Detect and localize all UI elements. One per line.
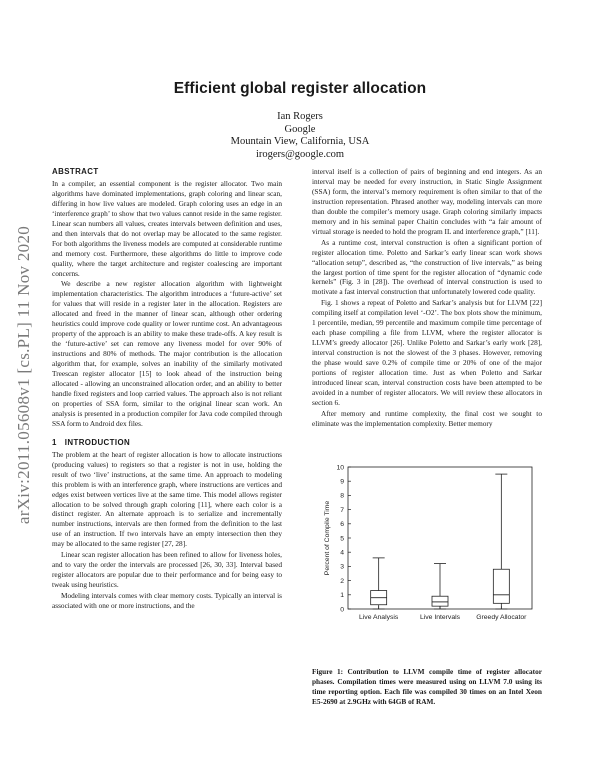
- abstract-paragraph-1: In a compiler, an essential component is the register allocator. Two main algorithms have dominated implementations, graph coloring and linear scan, differing in how live values are modeled. Graph coloring uses an edge in an ‘interference graph’ to show that two values cannot reside in the same register. Linear scan numbers all values, creates intervals between definition and uses, and then intervals that do not overlap may be allocated to the same register. For both algorithms the liveness models are computed at considerable runtime and memory cost. Furthermore, these algorithms do little to improve code quality, where the target architecture and register coalescing are important concerns.: [52, 178, 282, 278]
- figure-caption: Figure 1: Contribution to LLVM compile time of register allocator phases. Compilation times were measured using on LLVM 7.0 using its time reporting option. Each file was compiled 30 times on an Intel Xeon E5-2690 at 2.9GHz with 64GB of RAM.: [312, 667, 542, 706]
- y-tick-label: 4: [340, 549, 344, 557]
- y-tick-label: 3: [340, 563, 344, 571]
- x-tick-label: Live Analysis: [359, 614, 399, 621]
- author-email: irogers@google.com: [255, 148, 345, 160]
- author-address: Mountain View, California, USA: [230, 136, 370, 147]
- section-title: INTRODUCTION: [64, 437, 131, 447]
- x-tick-label: Live Intervals: [419, 614, 461, 621]
- y-tick-label: 0: [340, 606, 344, 614]
- right-column: [312, 167, 542, 429]
- author-block: [0, 111, 600, 161]
- y-tick-label: 9: [340, 478, 344, 486]
- paper-title: Efficient global register allocation: [173, 80, 427, 97]
- author-affiliation: Google: [284, 123, 316, 135]
- box: [493, 569, 509, 603]
- y-tick-label: 7: [340, 506, 344, 514]
- body-paragraph-3: Fig. 1 shows a repeat of Poletto and Sarkar’s analysis but for LLVM [22] compiling itself at compilation level ‘-O2’. The box plots show the minimum, 1 percentile, median, 99 percentile and maximum compile time percentage of each phase compiling a file from LLVM, where the register allocator is LLVM’s greedy allocator [26]. Unlike Poletto and Sarkar’s early work [28], interval construction is not the slowest of the 3 phases. However, removing the phase would save 0.2% of compile time or 20% of one of the major portions of register allocation time. Just as when Poletto and Sarkar introduced linear scan, interval construction costs have been attempted to be avoided in a number of register allocators. We will review these allocators in section 6.: [312, 298, 542, 407]
- arxiv-stamp: [14, 175, 34, 575]
- body-paragraph-4: After memory and runtime complexity, the final cost we sought to eliminate was the implementation complexity. Better memory: [312, 408, 542, 428]
- intro-paragraph-2: Linear scan register allocation has been refined to allow for liveness holes, and to vary the order the intervals are processed [26, 30, 33]. Interval based register allocators are popular due to their performance and for being easy to tweak using heuristics.: [52, 550, 282, 590]
- y-tick-label: 8: [340, 492, 344, 500]
- left-column: [52, 167, 282, 611]
- y-tick-label: 1: [340, 592, 344, 600]
- abstract-paragraph-2: We describe a new register allocation algorithm with lightweight implementation characteristics. The algorithm introduces a ‘future-active’ set for values that will reside in a register later in the allocation. Registers are allocated and freed in the manner of linear scan, although other ordering heuristics could improve code quality or lower runtime cost. An advantageous property of the approach is an ability to make these trade-offs. A key result is the ‘future-active’ set can remove any liveness model for over 90% of instructions and 80% of methods. The major contribution is the allocation algorithm that, for example, solves an inability of the similarly motivated Treescan register allocator [15] to look ahead of the instruction being allocated - allowing an unconstrained allocation order, and an ability to better handle fixed registers and loop carried values. The approach also is not reliant on properties of SSA form, similar to the original linear scan work. An analysis is presented in a production compiler for Java code compiled through SSA form to Android dex files.: [52, 279, 282, 428]
- intro-paragraph-3: Modeling intervals comes with clear memory costs. Typically an interval is associated with one or more instructions, and the: [52, 591, 282, 611]
- y-tick-label: 10: [336, 464, 344, 472]
- section-number: 1: [52, 437, 57, 447]
- y-tick-label: 6: [340, 521, 344, 529]
- body-paragraph-1: interval itself is a collection of pairs of beginning and end integers. As an interval may be needed for every instruction, in Static Single Assignment (SSA) form, the interval’s memory requirement is often similar to that of the instruction representation. Phrased another way, modeling intervals can more than double the compiler’s memory usage. Graph coloring similarly impacts memory and in his seminal paper Chaitin concludes with “a fair amount of virtual storage is needed to hold the program IL and interference graph,” [11].: [312, 167, 542, 236]
- y-axis-label: Percent of Compile Time: [324, 500, 331, 576]
- y-tick-label: 5: [340, 535, 344, 543]
- author-name: Ian Rogers: [277, 111, 323, 122]
- x-tick-label: Greedy Allocator: [476, 614, 527, 621]
- box-plot-chart: [312, 462, 542, 667]
- y-tick-label: 2: [340, 577, 344, 585]
- intro-paragraph-1: The problem at the heart of register allocation is how to allocate instructions (producing values) to registers so that a register is not in use, holding the result of two ‘live’ instructions, at the same time. An approach to modeling this problem is with an interference graph, where instructions are vertices and edges exist between vertices live at the same time. This model allows register allocation to be solved through graph coloring [11], where each color is a distinct register. An alternate approach is to serialize and incrementally number instructions, intervals are then formed from the definition to the last use of an instruction. If two intervals have an empty intersection then they may be allocated to the same register [27, 28].: [52, 449, 282, 549]
- abstract-heading: ABSTRACT: [52, 167, 99, 176]
- arxiv-identifier: arXiv:2011.05608v1 [cs.PL] 11 Nov 2020: [14, 225, 33, 525]
- figure-1: [312, 462, 542, 667]
- body-paragraph-2: As a runtime cost, interval construction is often a significant portion of register allocation time. Poletto and Sarkar’s early linear scan work shows “allocation setup”, described as, “the construction of live intervals,” as being the largest portion of time spent for the register allocation of “dynamic code kernels” (Fig. 3 in [28]). The overhead of interval construction is used to motivate a fast interval construction that unfortunately lowered code quality.: [312, 237, 542, 297]
- section-heading-introduction: [52, 438, 282, 448]
- box: [432, 596, 448, 606]
